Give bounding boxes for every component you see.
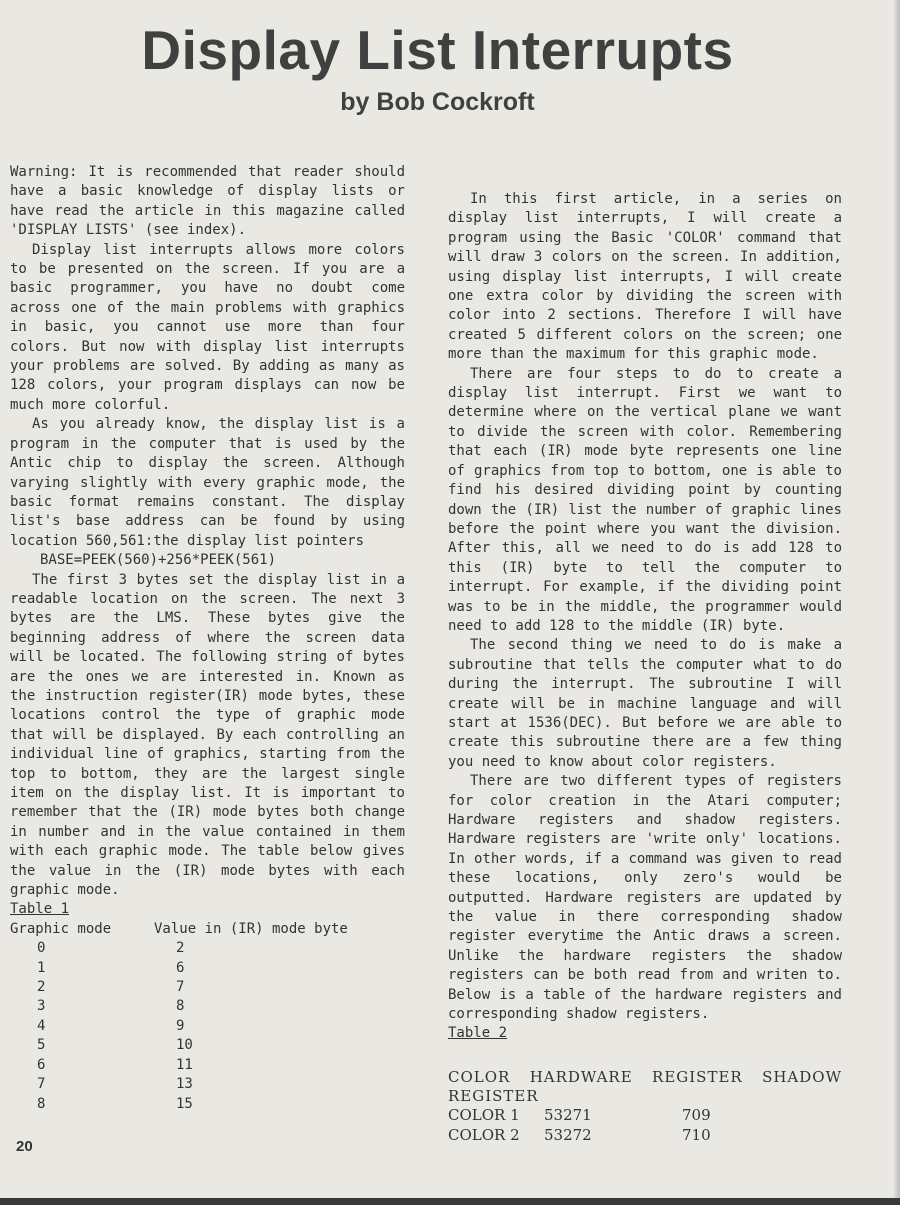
- table-cell: 709: [682, 1106, 711, 1125]
- table-row: [10, 1017, 348, 1036]
- table-cell: 8: [37, 1095, 46, 1112]
- table-row: [448, 1126, 711, 1146]
- body-paragraph: There are four steps to do to create a display list interrupt. First we want to determine where on the vertical plane we want to divide the screen with color. Remembering that each (IR) mode byte represents one line of graphics from top to bottom, one is able to find his desired dividing point by counting down the (IR) list the number of graphic lines before the point where you want the division. After this, all we need to do is add 128 to this (IR) byte to tell the computer to interrupt. For example, if the dividing point was to be in the middle, the programmer would need to add 128 to the middle (IR) byte.: [448, 365, 842, 634]
- table-header-row: [10, 920, 348, 939]
- table-cell: 7: [176, 979, 185, 996]
- table2-title: Table 2: [448, 1025, 508, 1042]
- table-header-cell: Graphic mode: [10, 920, 112, 937]
- table-cell: 6: [176, 959, 185, 976]
- warning-paragraph: Warning: It is recommended that reader should have a basic knowledge of display lists or have read the article in this magazine called 'DISPLAY LISTS' (see index).: [10, 164, 405, 239]
- table-row: [10, 997, 348, 1016]
- body-paragraph: The second thing we need to do is make a subroutine that tells the computer what to do during the interrupt. The subroutine I will create will be in machine language and will start at 1536(DEC). But before we are able to create this subroutine there are a few thing you need to know about color registers.: [448, 637, 842, 770]
- table-cell: 6: [37, 1056, 46, 1073]
- table-row: [10, 939, 348, 958]
- right-column: [448, 190, 842, 1146]
- article-title: Display List Interrupts: [141, 19, 734, 81]
- table1-title: Table 1: [10, 901, 70, 918]
- table-cell: 1: [37, 959, 46, 976]
- table-row: [10, 959, 348, 978]
- table-cell: 53271: [544, 1106, 592, 1125]
- table-cell: 10: [176, 1037, 193, 1054]
- table-cell: COLOR 1: [448, 1106, 520, 1125]
- body-paragraph: The first 3 bytes set the display list in a readable location on the screen. The next 3 bytes are the LMS. These bytes give the beginning address of where the screen data will be located. The following string of bytes are the ones we are interested in. Known as the instruction register(IR) mode bytes, these locations control the type of graphic mode that will be displayed. By each controlling an individual line of graphics, starting from the top to bottom, they are the largest single item on the display list. It is important to remember that the (IR) mode bytes both change in number and in the value contained in them with each graphic mode. The table below gives the value in the (IR) mode bytes with each graphic mode.: [10, 571, 405, 899]
- page-bottom-edge: [0, 1198, 900, 1205]
- table-row: [10, 1036, 348, 1055]
- body-paragraph: Display list interrupts allows more colors to be presented on the screen. If you are a basic programmer, you have no doubt come across one of the main problems with graphics in basic, you cannot use more than four colors. But now with display list interrupts your problems are solved. By adding as many as 128 colors, your program displays can now be much more colorful.: [10, 241, 405, 413]
- body-paragraph: In this first article, in a series on display list interrupts, I will create a program using the Basic 'COLOR' command that will draw 3 colors on the screen. In addition, using display list interrupts, I will create one extra color by dividing the screen with color into 2 sections. Therefore I will have created 5 different colors on the screen; one more than the maximum for this graphic mode.: [448, 191, 842, 363]
- table-cell: 5: [37, 1037, 46, 1054]
- table-row: [10, 1056, 348, 1075]
- table-cell: COLOR 2: [448, 1126, 520, 1145]
- article-byline: by Bob Cockroft: [340, 88, 535, 116]
- table2-body: [448, 1106, 711, 1146]
- table-row: [448, 1106, 711, 1126]
- body-paragraph: As you already know, the display list is a program in the computer that is used by the Antic chip to display the screen. Although varying slightly with every graphic mode, the basic format remains constant. The display list's base address can be found by using location 560,561:the display list pointers: [10, 416, 405, 549]
- table-cell: 710: [682, 1126, 711, 1145]
- table-row: [10, 978, 348, 997]
- page-number: 20: [16, 1138, 33, 1155]
- page-spine-shadow: [893, 0, 900, 1205]
- table-cell: 9: [176, 1017, 185, 1034]
- table-cell: 0: [37, 940, 46, 957]
- table-cell: 11: [176, 1056, 193, 1073]
- table-cell: 2: [176, 940, 185, 957]
- table-cell: 2: [37, 979, 46, 996]
- body-paragraph: There are two different types of registers for color creation in the Atari computer; Hardware registers and shadow registers. Hardware registers are 'write only' locations. In other words, if a command was given to read these locations, only zero's would be outputted. Hardware registers are updated by the value in there corresponding shadow register everytime the Antic draws a screen. Unlike the hardware registers the shadow registers can be both read from and writen to. Below is a table of the hardware registers and corresponding shadow registers.: [448, 773, 842, 1023]
- table-row: [10, 1095, 348, 1114]
- table-cell: 8: [176, 998, 185, 1015]
- table2: [448, 1068, 842, 1146]
- table-header-cell: Value in (IR) mode byte: [154, 920, 348, 937]
- left-column: [10, 163, 405, 1114]
- table-cell: 3: [37, 998, 46, 1015]
- table-cell: 7: [37, 1076, 46, 1093]
- table2-header: COLOR HARDWARE REGISTER SHADOW REGISTER: [448, 1067, 842, 1105]
- table-cell: 13: [176, 1076, 193, 1093]
- table-cell: 53272: [544, 1126, 592, 1145]
- table-cell: 4: [37, 1017, 46, 1034]
- table-row: [10, 1075, 348, 1094]
- table1: [10, 920, 348, 1114]
- table-cell: 15: [176, 1095, 193, 1112]
- code-line: BASE=PEEK(560)+256*PEEK(561): [40, 552, 277, 569]
